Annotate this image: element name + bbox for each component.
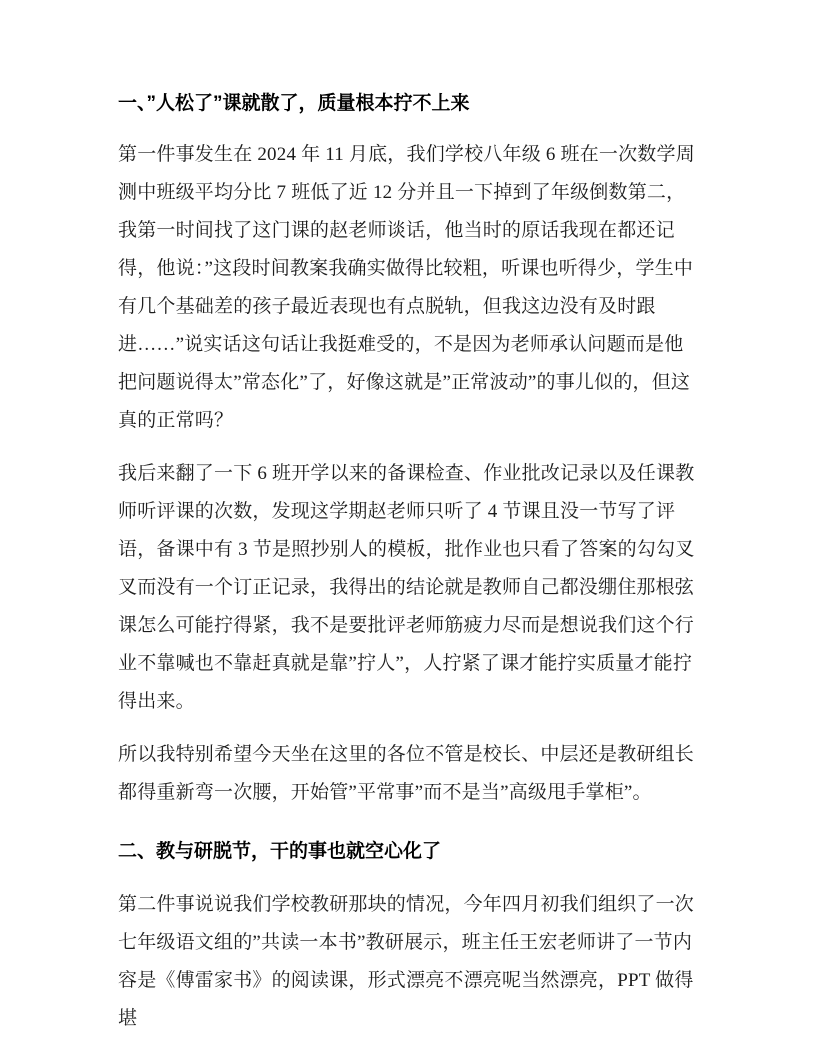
section-1-paragraph-2: 我后来翻了一下 6 班开学以来的备课检查、作业批改记录以及任课教师听评课的次数，发现这学期赵老师只听了 4 节课且没一节写了评语，备课中有 3 节是照抄别人的模板，批作业也只看了答案的勾勾叉叉而没有一个订正记录，我得出的结论就是教师自己都没绷住那根弦课怎么可能拧得紧，我不是要批评老师筋疲力尽而是想说我们这个行业不靠喊也不靠赶真就是靠”拧人”，人拧紧了课才能拧实质量才能拧得出来。 bbox=[118, 463, 695, 712]
section-heading-2: 二、教与研脱节，干的事也就空心化了 bbox=[118, 841, 442, 862]
section-1-paragraph-3: 所以我特别希望今天坐在这里的各位不管是校长、中层还是教研组长都得重新弯一次腰，开始管”平常事”而不是当”高级甩手掌柜”。 bbox=[118, 744, 695, 803]
section-heading-1: 一、”人松了”课就散了，质量根本拧不上来 bbox=[118, 93, 470, 114]
section-1-paragraph-1: 第一件事发生在 2024 年 11 月底，我们学校八年级 6 班在一次数学周测中班级平均分比 7 班低了近 12 分并且一下掉到了年级倒数第二，我第一时间找了这门课的赵老师谈话，他当时的原话我现在都还记得，他说：”这段时间教案我确实做得比较粗，听课也听得少，学生中有几个基础差的孩子最近表现也有点脱轨，但我这边没有及时跟进……”说实话这句话让我挺难受的，不是因为老师承认问题而是他把问题说得太”常态化”了，好像这就是”正常波动”的事儿似的，但这真的正常吗？ bbox=[118, 144, 695, 431]
section-2-paragraph-1: 第二件事说说我们学校教研那块的情况，今年四月初我们组织了一次七年级语文组的”共读一本书”教研展示，班主任王宏老师讲了一节内容是《傅雷家书》的阅读课，形式漂亮不漂亮呢当然漂亮，PPT 做得堪 bbox=[118, 894, 695, 1029]
